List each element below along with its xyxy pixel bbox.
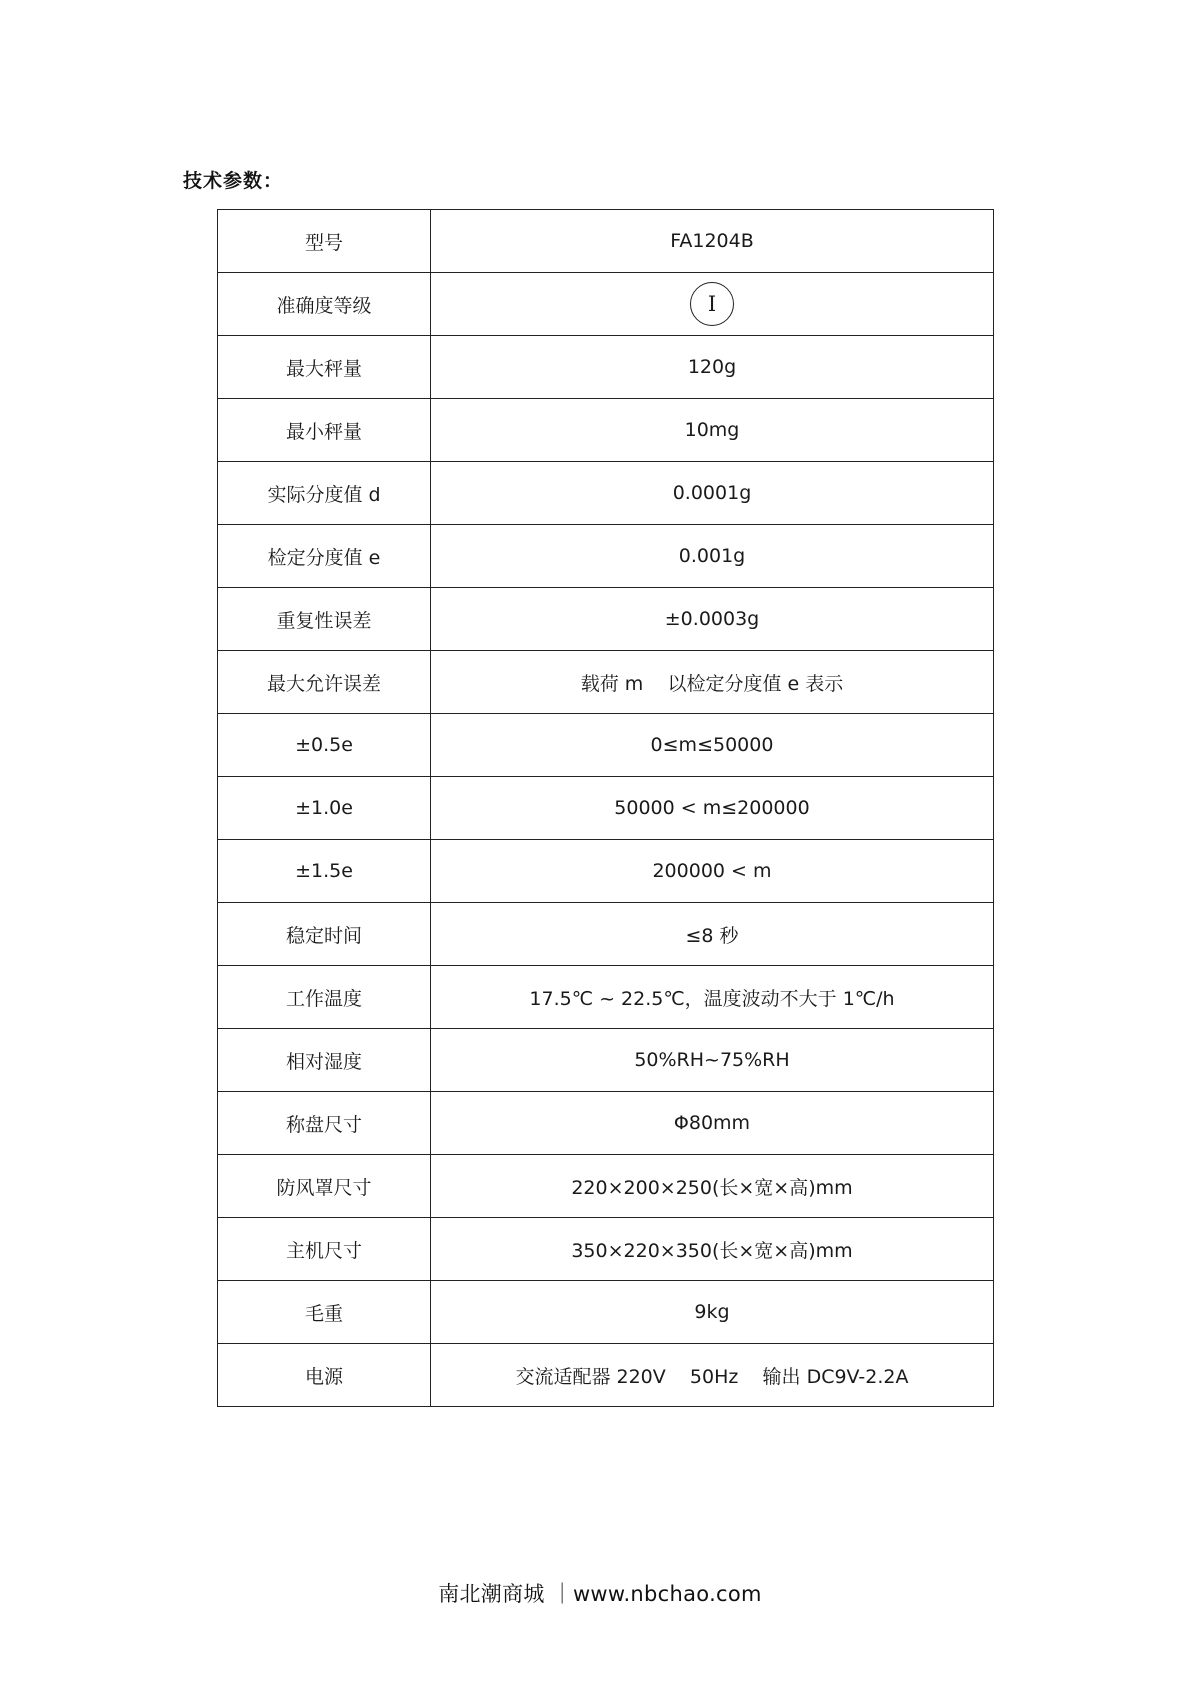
param-value: ≤8 秒 xyxy=(431,903,994,966)
table-row xyxy=(218,399,994,462)
table-row xyxy=(218,1092,994,1155)
param-label: 型号 xyxy=(218,210,431,273)
table-row xyxy=(218,273,994,336)
param-value: 17.5℃ ~ 22.5℃，温度波动不大于 1℃/h xyxy=(431,966,994,1029)
param-value: 350×220×350(长×宽×高)mm xyxy=(431,1218,994,1281)
param-value: 0.001g xyxy=(431,525,994,588)
table-row xyxy=(218,714,994,777)
param-value: 10mg xyxy=(431,399,994,462)
param-label: ±1.5e xyxy=(218,840,431,903)
param-value xyxy=(431,273,994,336)
param-label: 工作温度 xyxy=(218,966,431,1029)
param-label: 毛重 xyxy=(218,1281,431,1344)
table-row xyxy=(218,462,994,525)
param-value: FA1204B xyxy=(431,210,994,273)
param-value: 交流适配器 220V 50Hz 输出 DC9V-2.2A xyxy=(431,1344,994,1407)
param-label: 实际分度值 d xyxy=(218,462,431,525)
spec-table xyxy=(217,209,994,1407)
accuracy-class-mark: I xyxy=(690,282,734,326)
param-label: 稳定时间 xyxy=(218,903,431,966)
param-value: ±0.0003g xyxy=(431,588,994,651)
param-label: 最小秤量 xyxy=(218,399,431,462)
table-row xyxy=(218,777,994,840)
param-label: 主机尺寸 xyxy=(218,1218,431,1281)
table-row xyxy=(218,1281,994,1344)
table-row xyxy=(218,210,994,273)
param-label: ±1.0e xyxy=(218,777,431,840)
table-row xyxy=(218,336,994,399)
table-row xyxy=(218,588,994,651)
param-value: 载荷 m 以检定分度值 e 表示 xyxy=(431,651,994,714)
param-value: 50000 < m≤200000 xyxy=(431,777,994,840)
param-label: 称盘尺寸 xyxy=(218,1092,431,1155)
param-label: ±0.5e xyxy=(218,714,431,777)
param-value: 200000 < m xyxy=(431,840,994,903)
table-row xyxy=(218,1155,994,1218)
section-heading: 技术参数： xyxy=(183,170,284,192)
param-label: 电源 xyxy=(218,1344,431,1407)
table-row xyxy=(218,1344,994,1407)
param-label: 相对湿度 xyxy=(218,1029,431,1092)
table-row xyxy=(218,1029,994,1092)
param-label: 准确度等级 xyxy=(218,273,431,336)
param-label: 最大允许误差 xyxy=(218,651,431,714)
param-value: 220×200×250(长×宽×高)mm xyxy=(431,1155,994,1218)
param-value: 0.0001g xyxy=(431,462,994,525)
param-value: Φ80mm xyxy=(431,1092,994,1155)
param-value: 0≤m≤50000 xyxy=(431,714,994,777)
param-label: 防风罩尺寸 xyxy=(218,1155,431,1218)
param-label: 重复性误差 xyxy=(218,588,431,651)
spec-table-body xyxy=(218,210,994,1407)
table-row xyxy=(218,840,994,903)
param-label: 最大秤量 xyxy=(218,336,431,399)
param-value: 120g xyxy=(431,336,994,399)
param-value: 50%RH~75%RH xyxy=(431,1029,994,1092)
footer-site-credit: 南北潮商城 ｜www.nbchao.com xyxy=(438,1582,762,1606)
param-value: 9kg xyxy=(431,1281,994,1344)
table-row xyxy=(218,966,994,1029)
table-row xyxy=(218,1218,994,1281)
param-label: 检定分度值 e xyxy=(218,525,431,588)
table-row xyxy=(218,651,994,714)
table-row xyxy=(218,903,994,966)
table-row xyxy=(218,525,994,588)
